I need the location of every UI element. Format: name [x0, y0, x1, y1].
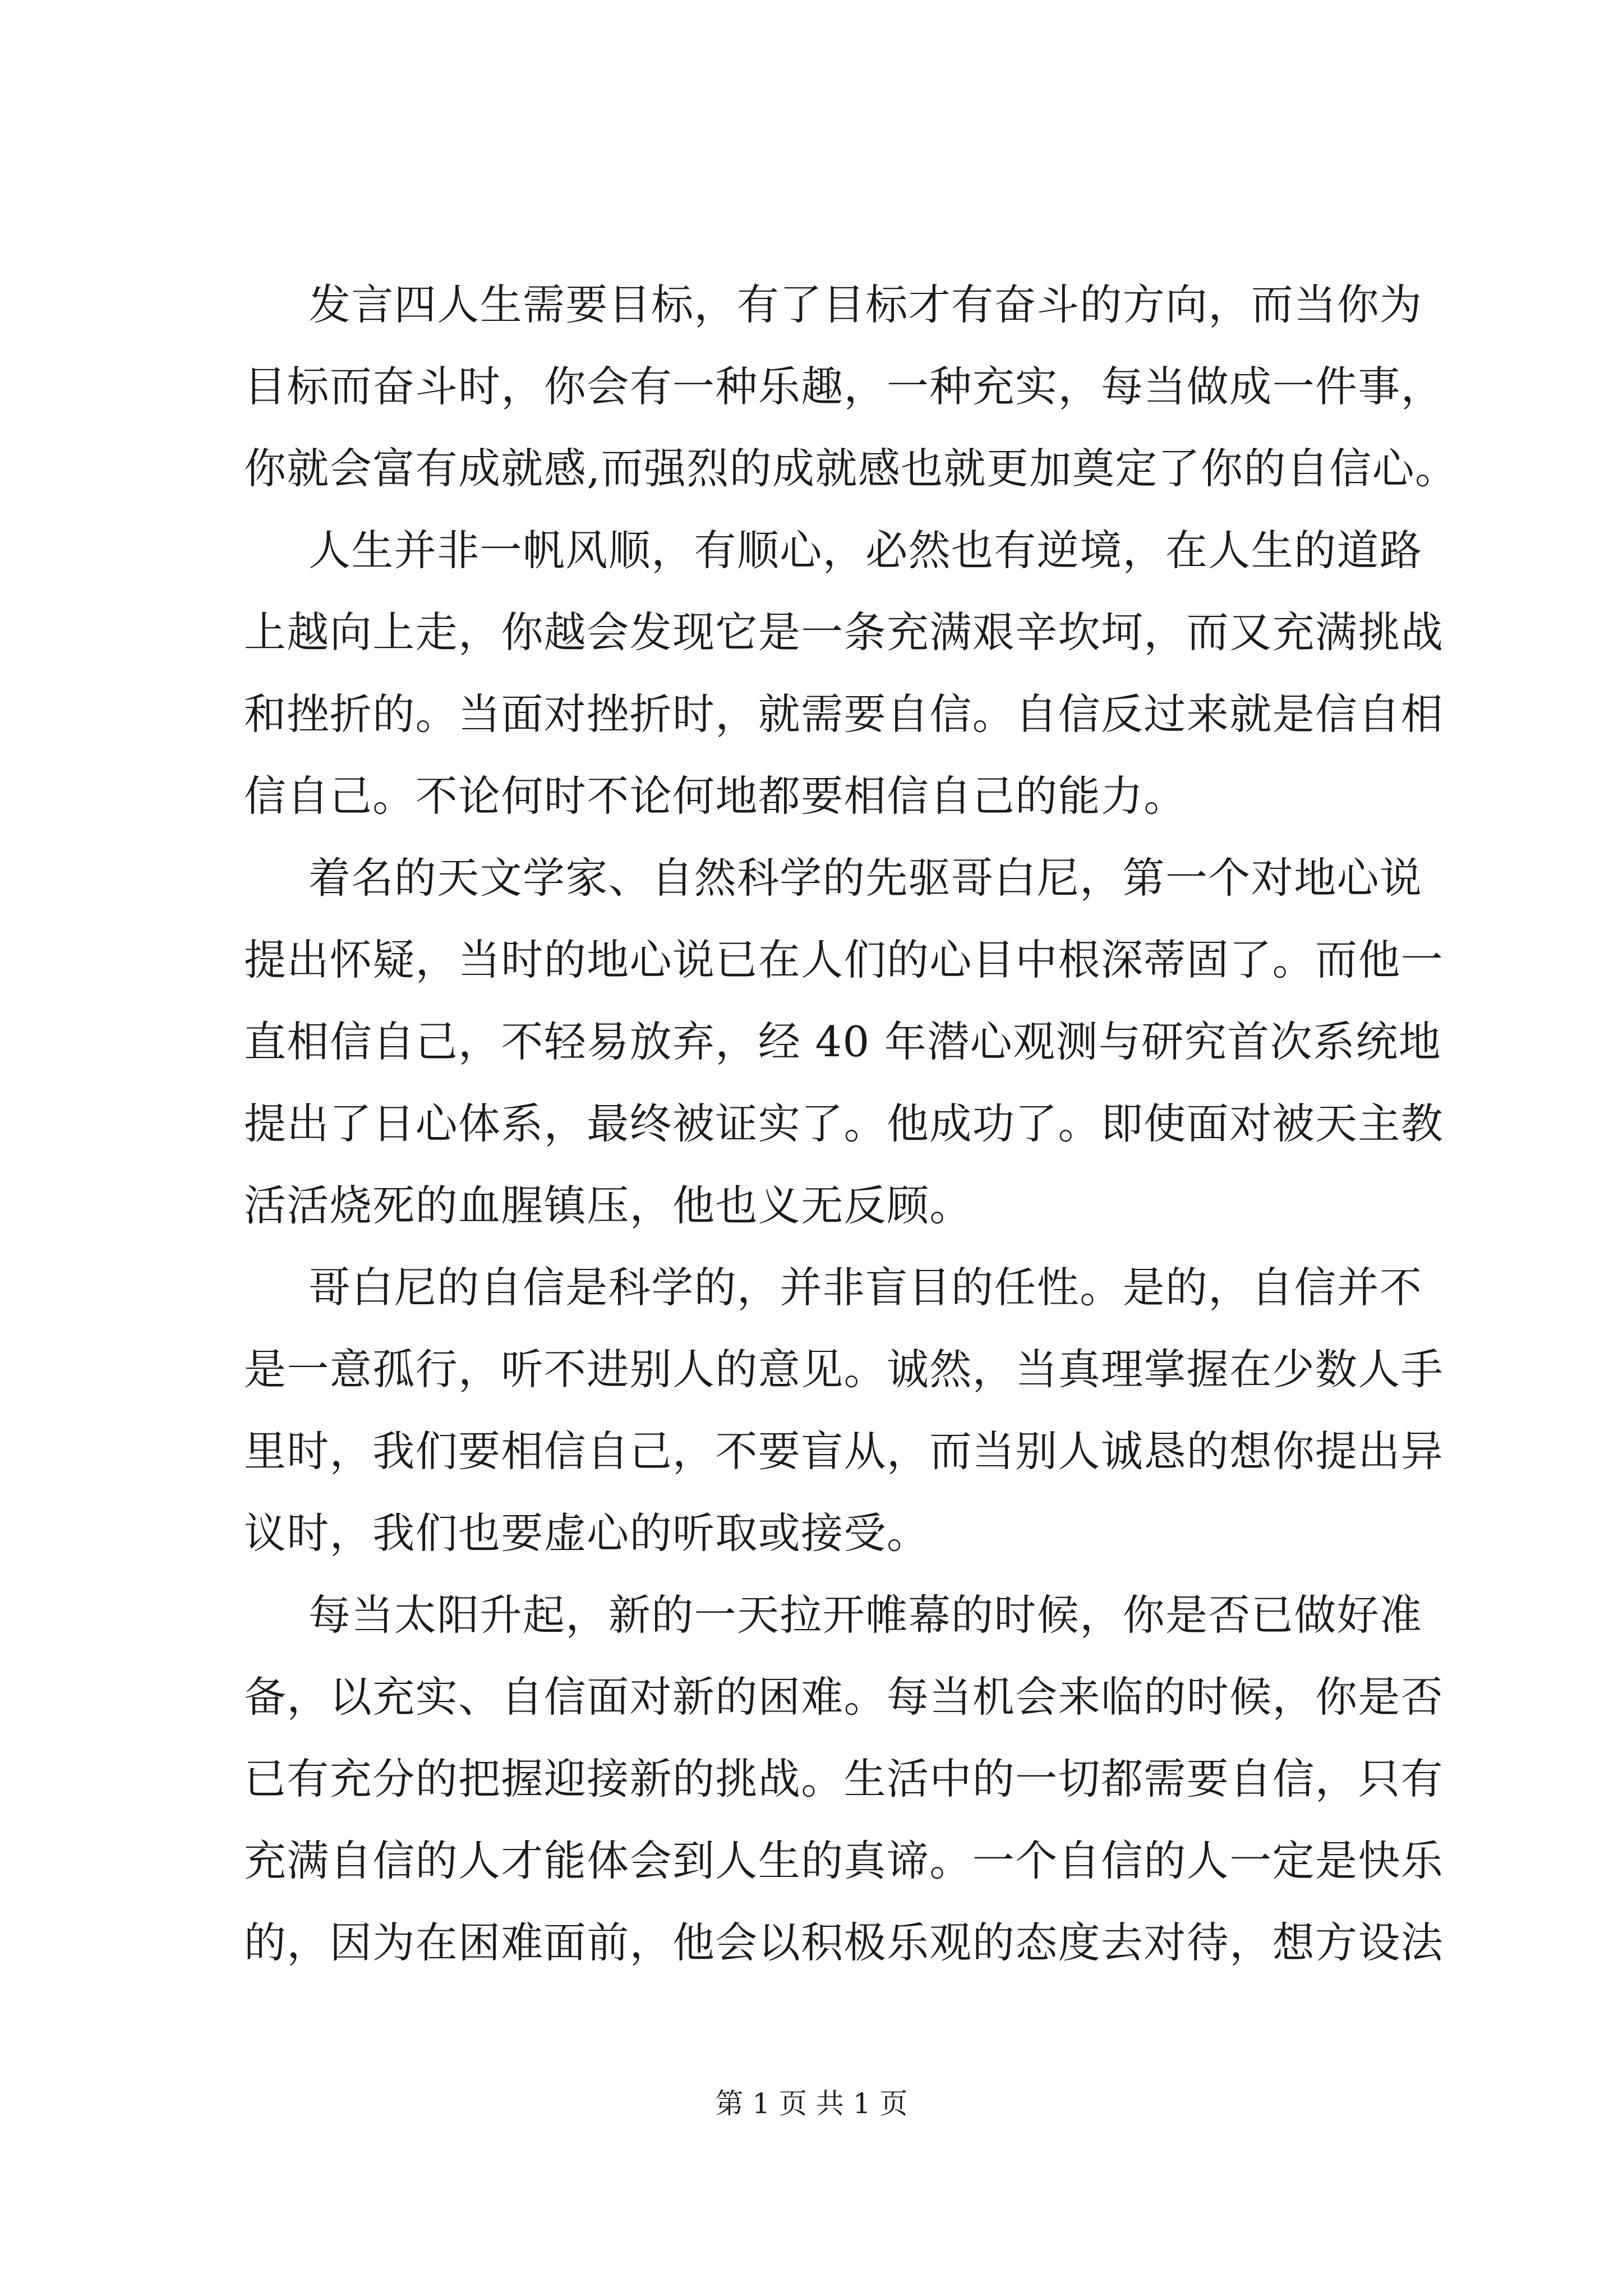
paragraph-line: 每当太阳升起，新的一天拉开帷幕的时候，你是否已做好准 — [308, 1590, 1423, 1640]
paragraph-3 — [244, 837, 1489, 1246]
paragraph-line: 已有充分的把握迎接新的挑战。生活中的一切都需要自信，只有 — [244, 1754, 1444, 1803]
paragraph-line: 备，以充实、自信面对新的困难。每当机会来临的时候，你是否 — [244, 1672, 1444, 1722]
paragraph-line: 哥白尼的自信是科学的，并非盲目的任性。是的，自信并不 — [308, 1263, 1423, 1312]
paragraph-line: 是一意孤行，听不进别人的意见。诚然，当真理掌握在少数人手 — [244, 1345, 1444, 1394]
document-body — [244, 264, 1489, 1984]
paragraph-4 — [244, 1246, 1489, 1574]
paragraph-line: 直相信自己，不轻易放弃，经 40 年潜心观测与研究首次系统地 — [244, 1017, 1442, 1066]
paragraph-line: 发言四人生需要目标，有了目标才有奋斗的方向，而当你为 — [308, 280, 1423, 329]
paragraph-line: 目标而奋斗时，你会有一种乐趣，一种充实，每当做成一件事， — [244, 362, 1444, 411]
paragraph-line: 里时，我们要相信自己，不要盲从，而当别人诚恳的想你提出异 — [244, 1427, 1444, 1476]
paragraph-line: 提出怀疑，当时的地心说已在人们的心目中根深蒂固了。而他一 — [244, 935, 1444, 984]
page-number-footer: 第 1 页 共 1 页 — [715, 2087, 908, 2120]
paragraph-line: 着名的天文学家、自然科学的先驱哥白尼，第一个对地心说 — [308, 853, 1423, 903]
paragraph-line: 人生并非一帆风顺，有顺心，必然也有逆境，在人生的道路 — [308, 526, 1423, 575]
paragraph-line: 提出了日心体系，最终被证实了。他成功了。即使面对被天主教 — [244, 1099, 1444, 1148]
paragraph-line: 议时，我们也要虚心的听取或接受。 — [244, 1508, 930, 1558]
paragraph-1 — [244, 264, 1489, 509]
paragraph-line: 充满自信的人才能体会到人生的真谛。一个自信的人一定是快乐 — [244, 1836, 1444, 1885]
paragraph-line: 和挫折的。当面对挫折时，就需要自信。自信反过来就是信自相 — [244, 689, 1444, 739]
paragraph-line: 的，因为在困难面前，他会以积极乐观的态度去对待，想方设法 — [244, 1918, 1444, 1967]
paragraph-2 — [244, 509, 1489, 837]
paragraph-5 — [244, 1574, 1489, 1984]
paragraph-line: 上越向上走，你越会发现它是一条充满艰辛坎坷，而又充满挑战 — [244, 608, 1444, 657]
paragraph-line: 信自己。不论何时不论何地都要相信自己的能力。 — [244, 771, 1187, 821]
paragraph-line: 你就会富有成就感,而强烈的成就感也就更加奠定了你的自信心。 — [244, 444, 1458, 493]
paragraph-line: 活活烧死的血腥镇压，他也义无反顾。 — [244, 1181, 972, 1230]
